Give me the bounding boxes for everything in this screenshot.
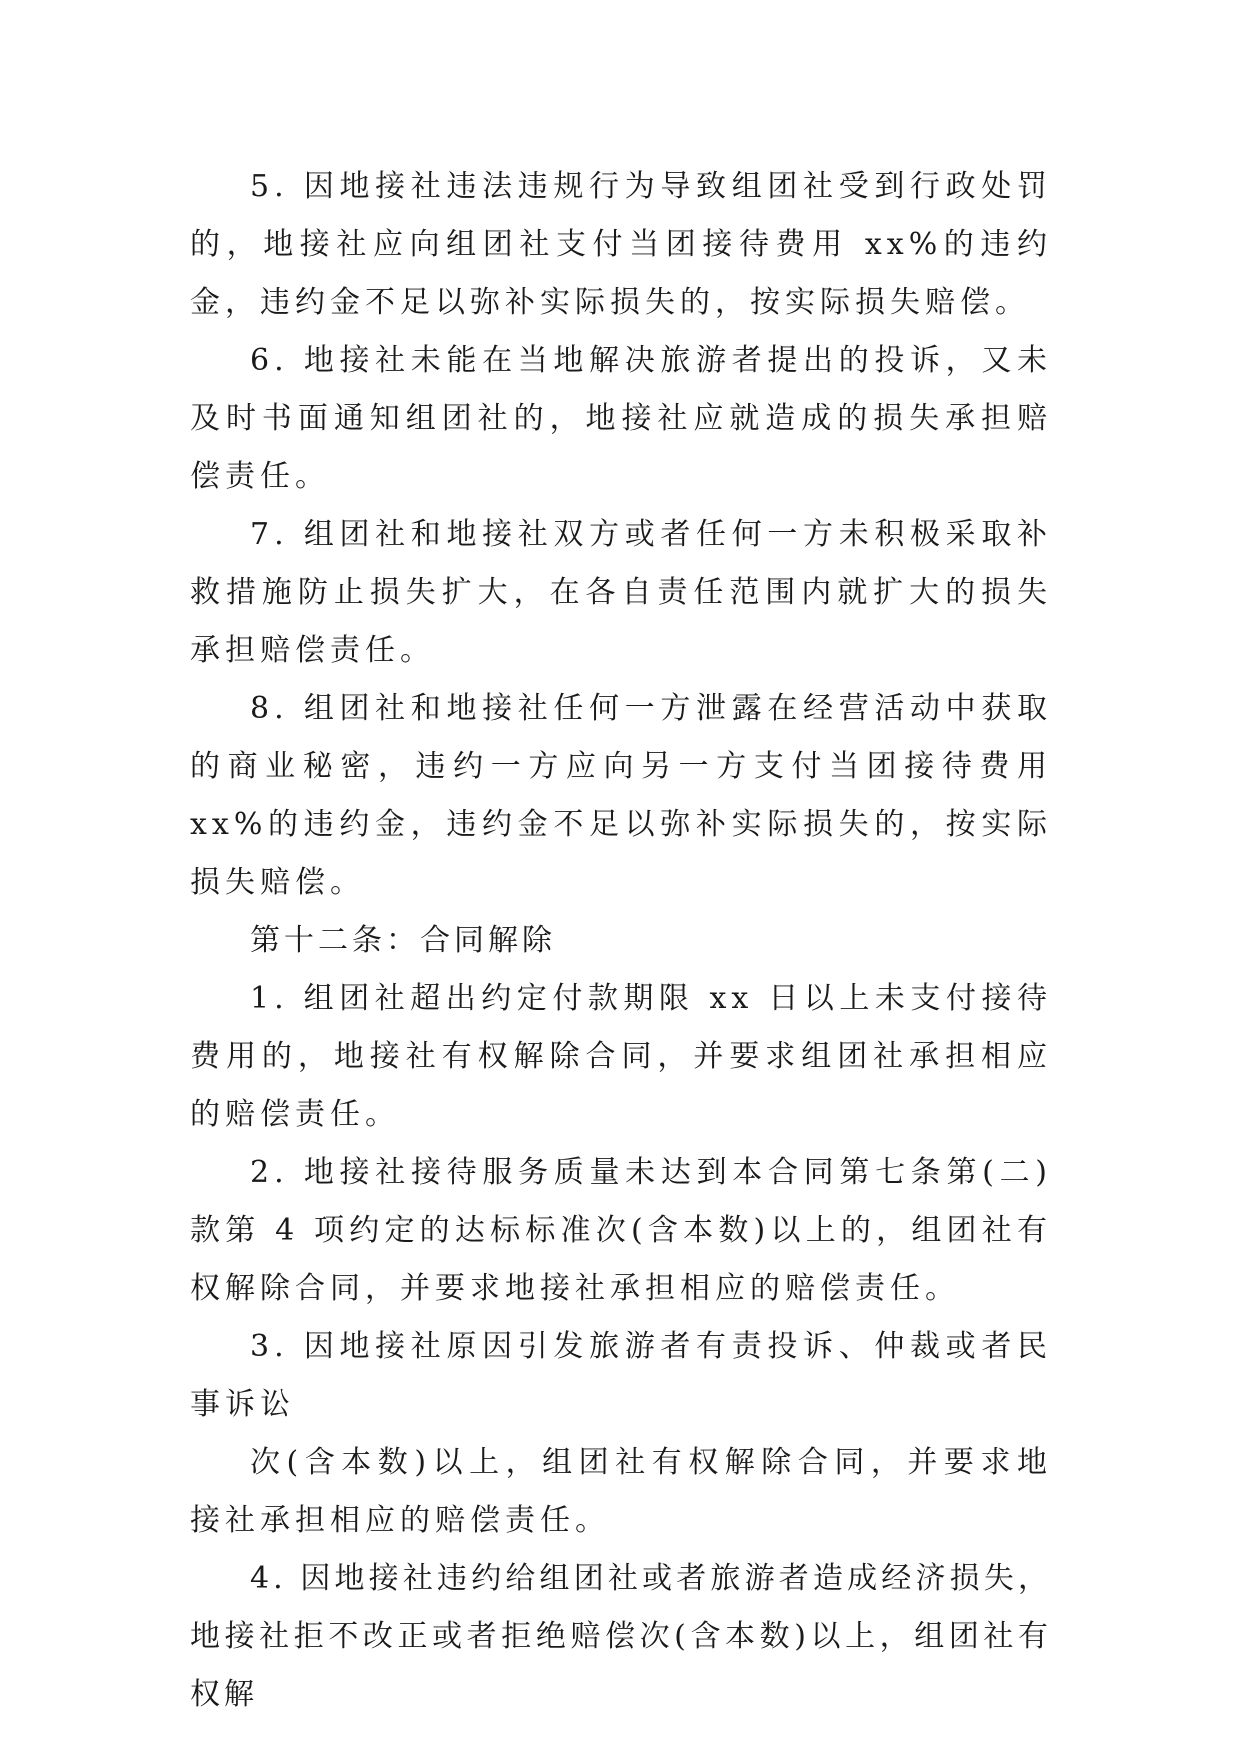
clause-paragraph-7: 7. 组团社和地接社双方或者任何一方未积极采取补救措施防止损失扩大，在各自责任范围内就扩大的损失承担赔偿责任。: [190, 517, 1052, 668]
termination-item-4: 4. 因地接社违约给组团社或者旅游者造成经济损失，地接社拒不改正或者拒绝赔偿次(含本数)以上，组团社有权解: [190, 1561, 1052, 1712]
termination-item-1: 1. 组团社超出约定付款期限 xx 日以上未支付接待费用的，地接社有权解除合同，并要求组团社承担相应的赔偿责任。: [190, 981, 1052, 1132]
clause-paragraph-6: 6. 地接社未能在当地解决旅游者提出的投诉，又未及时书面通知组团社的，地接社应就造成的损失承担赔偿责任。: [190, 343, 1052, 494]
termination-item-2: 2. 地接社接待服务质量未达到本合同第七条第(二)款第 4 项约定的达标标准次(含本数)以上的，组团社有权解除合同，并要求地接社承担相应的赔偿责任。: [190, 1155, 1052, 1306]
termination-item-3-continued: 次(含本数)以上，组团社有权解除合同，并要求地接社承担相应的赔偿责任。: [190, 1445, 1052, 1538]
section-heading: 第十二条：合同解除: [250, 923, 556, 958]
termination-item-3: 3. 因地接社原因引发旅游者有责投诉、仲裁或者民事诉讼: [190, 1329, 1052, 1422]
clause-paragraph-8: 8. 组团社和地接社任何一方泄露在经营活动中获取的商业秘密，违约一方应向另一方支付当团接待费用 xx%的违约金，违约金不足以弥补实际损失的，按实际损失赔偿。: [190, 691, 1052, 900]
document-body: [190, 158, 1052, 1724]
clause-paragraph-5: 5. 因地接社违法违规行为导致组团社受到行政处罚的，地接社应向组团社支付当团接待费用 xx%的违约金，违约金不足以弥补实际损失的，按实际损失赔偿。: [190, 169, 1052, 320]
